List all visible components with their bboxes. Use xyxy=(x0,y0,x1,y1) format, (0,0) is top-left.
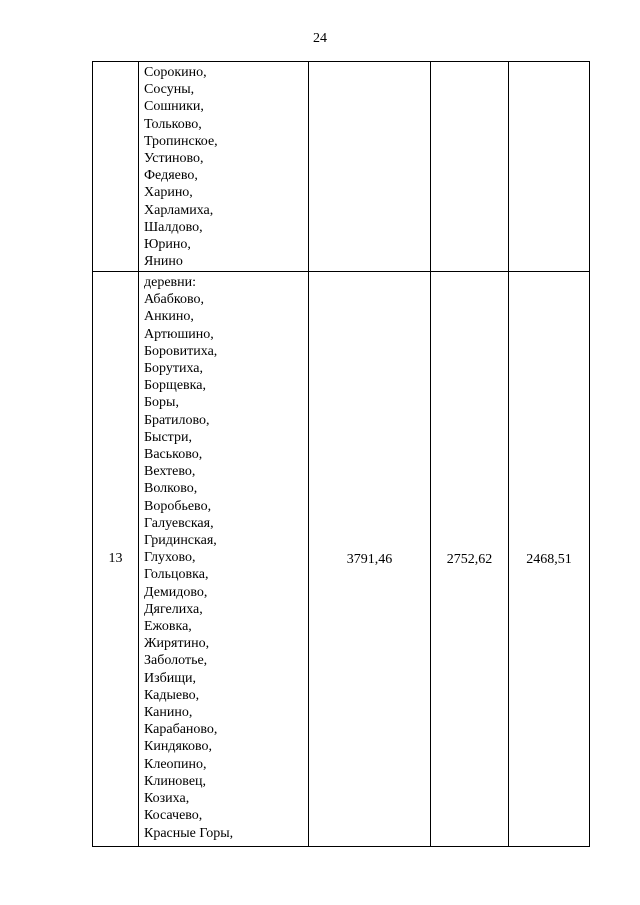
settlement-name: Анкино, xyxy=(144,309,194,325)
settlement-name: Красные Горы, xyxy=(144,825,234,841)
settlement-name: Галуевская, xyxy=(144,515,214,531)
settlement-name: Заболотье, xyxy=(144,653,208,669)
settlement-name: Косачево, xyxy=(144,808,203,824)
settlement-name: Жирятино, xyxy=(144,636,210,652)
settlement-name: Харино, xyxy=(144,185,193,201)
settlement-name: Гольцовка, xyxy=(144,567,209,583)
settlement-name: Вехтево, xyxy=(144,464,196,480)
value-cell-2 xyxy=(431,272,509,847)
settlement-name: Гридинская, xyxy=(144,533,217,549)
settlement-name: Киндяково, xyxy=(144,739,212,755)
value-cell-2 xyxy=(431,62,509,272)
settlement-names-cell xyxy=(139,272,309,847)
page-number: 24 xyxy=(313,31,327,46)
value-1: 3791,46 xyxy=(346,551,393,567)
settlement-name: Карабаново, xyxy=(144,722,218,738)
settlement-name: Дягелиха, xyxy=(144,601,203,617)
value-2: 2752,62 xyxy=(446,551,493,567)
settlement-name: Волково, xyxy=(144,481,198,497)
settlement-name: Сосуны, xyxy=(144,82,195,98)
settlement-name: Глухово, xyxy=(144,550,196,566)
settlement-name: Васьково, xyxy=(144,447,203,463)
settlement-table xyxy=(92,61,590,847)
settlement-name: Боры, xyxy=(144,395,179,411)
value-3: 2468,51 xyxy=(526,551,572,567)
settlement-name: Демидово, xyxy=(144,584,208,600)
settlement-name: Юрино, xyxy=(144,237,191,253)
settlement-name: Харламиха, xyxy=(144,202,214,218)
value-cell-3 xyxy=(509,62,590,272)
settlement-name: Федяево, xyxy=(144,168,198,184)
settlement-name: Канино, xyxy=(144,705,193,721)
settlement-name: Ежовка, xyxy=(144,619,192,635)
settlement-names-cell xyxy=(139,62,309,272)
settlement-name: Устиново, xyxy=(144,151,204,167)
settlement-name: Клиновец, xyxy=(144,773,207,789)
settlement-name: Артюшино, xyxy=(144,326,214,342)
settlement-name: Кадыево, xyxy=(144,687,200,703)
settlement-name: Тольково, xyxy=(144,116,202,132)
settlement-name: Сорокино, xyxy=(144,65,207,80)
settlement-name: Козиха, xyxy=(144,791,190,807)
settlement-name: Тропинское, xyxy=(144,133,218,149)
row-number: 13 xyxy=(108,551,123,566)
settlement-name: Борутиха, xyxy=(144,361,203,377)
row-number-cell xyxy=(93,62,139,272)
settlement-name: Янино xyxy=(144,254,183,270)
settlement-name: Сошники, xyxy=(144,99,204,115)
settlement-name: деревни: xyxy=(144,275,197,290)
settlement-name: Воробьево, xyxy=(144,498,212,514)
settlement-name: Быстри, xyxy=(144,429,192,445)
table-row xyxy=(93,62,590,272)
value-cell-1 xyxy=(309,62,431,272)
settlement-name: Клеопино, xyxy=(144,756,207,772)
row-number-cell xyxy=(93,272,139,847)
settlement-name: Борщевка, xyxy=(144,378,206,394)
value-cell-3 xyxy=(509,272,590,847)
settlement-name: Шалдово, xyxy=(144,219,203,235)
table-row xyxy=(93,272,590,847)
settlement-name: Абабково, xyxy=(144,292,204,308)
settlement-name: Избищи, xyxy=(144,670,197,686)
value-cell-1 xyxy=(309,272,431,847)
settlement-name: Братилово, xyxy=(144,412,210,428)
settlement-name: Боровитиха, xyxy=(144,343,218,359)
